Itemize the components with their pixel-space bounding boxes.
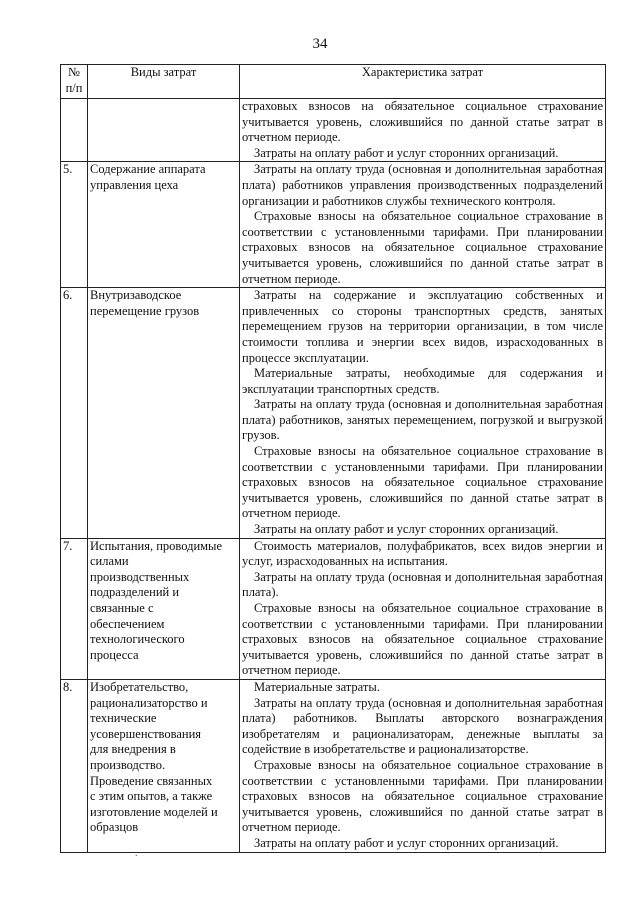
cost-type-cell	[88, 538, 240, 679]
cost-type-line: Испытания, проводимые	[90, 538, 223, 553]
cost-description-cell	[240, 162, 606, 288]
cost-type-cell	[88, 288, 240, 539]
description-paragraph: Затраты на оплату труда (основная и дополнительная заработная плата) работников. Выплаты авторского вознаграждения изобретателям и рационализаторам, денежные выплаты за содействие в изобретательстве и рационализаторстве.	[242, 695, 603, 757]
cost-type-line: связанные с	[90, 601, 154, 615]
cost-types-table	[60, 64, 606, 853]
cost-description-cell	[240, 679, 606, 852]
cost-type-line: производственных	[90, 569, 190, 584]
cost-type-line: изготовление моделей и	[90, 804, 218, 819]
description-paragraph: Страховые взносы на обязательное социальное страхование в соответствии с установленными тарифами. При планировании страховых взносов на обязательное социальное страхование учитывается уровень, сложившийся по данной статье затрат в отчетном периоде.	[242, 601, 603, 678]
description-paragraph: Страховые взносы на обязательное социальное страхование в соответствии с установленными тарифами. При планировании страховых взносов на обязательное социальное страхование учитывается уровень, сложившийся по данной статье затрат в отчетном периоде.	[242, 209, 603, 286]
cost-type-line: подразделений и	[90, 585, 180, 600]
description-paragraph: Страховые взносы на обязательное социальное страхование в соответствии с установленными тарифами. При планировании страховых взносов на обязательное социальное страхование учитывается уровень, сложившийся по данной статье затрат в отчетном периоде.	[242, 757, 603, 835]
row-number: 8.	[61, 679, 88, 852]
row-number: 6.	[61, 288, 88, 539]
description-paragraph: Затраты на содержание и эксплуатацию собственных и привлеченных со стороны транспортных средств, занятых перемещением грузов на территории организации, в том числе стоимости топлива и энергии всех видов, израсходованных в процессе эксплуатации.	[242, 288, 603, 365]
description-paragraph: Затраты на оплату работ и услуг сторонних организаций.	[254, 835, 559, 850]
description-paragraph: Затраты на оплату труда (основная и дополнительная заработная плата).	[242, 569, 603, 600]
description-paragraph: Материальные затраты, необходимые для содержания и эксплуатации транспортных средств.	[242, 366, 603, 396]
cost-type-cell	[88, 99, 240, 162]
cost-type-line: рационализаторство и	[90, 695, 208, 710]
cost-type-line: для внедрения в	[90, 742, 176, 757]
cost-description-cell	[240, 288, 606, 539]
cost-description-cell	[240, 99, 606, 162]
cost-type-line: образцов	[90, 820, 139, 835]
table-row	[61, 679, 606, 852]
description-paragraph: Затраты на оплату труда (основная и дополнительная заработная плата) работников управления производственных подразделений организации и работников службы технического контроля.	[242, 162, 603, 208]
cost-type-line: технические	[90, 711, 157, 726]
cost-type-line: управления цеха	[90, 177, 179, 192]
description-paragraph: Страховые взносы на обязательное социальное страхование в соответствии с установленными тарифами. При планировании страховых взносов на обязательное социальное страхование учитывается уровень, сложившийся по данной статье затрат в отчетном периоде.	[242, 444, 603, 521]
row-number	[61, 99, 88, 162]
description-paragraph: Материальные затраты.	[254, 679, 380, 694]
cost-type-cell	[88, 162, 240, 288]
description-paragraph: Затраты на оплату работ и услуг сторонних организаций.	[254, 522, 559, 537]
cost-type-line: технологического	[90, 632, 185, 647]
cost-type-line: производство.	[90, 757, 166, 772]
cost-type-line: процесса	[90, 647, 139, 662]
cost-type-line: обеспечением	[90, 616, 165, 631]
table-row	[61, 99, 606, 162]
cost-type-line: перемещение грузов	[90, 303, 200, 318]
bottom-mark: .	[135, 848, 138, 859]
table-header-row	[61, 65, 606, 99]
header-cost-description: Характеристика затрат	[240, 65, 606, 99]
cost-type-line: с этим опытов, а также	[90, 789, 213, 804]
table-row	[61, 162, 606, 288]
cost-type-line: усовершенствования	[90, 726, 202, 741]
cost-description-cell	[240, 538, 606, 679]
header-number: № п/п	[61, 65, 88, 99]
description-paragraph: Стоимость материалов, полуфабрикатов, всех видов энергии и услуг, израсходованных на испытания.	[242, 538, 603, 569]
cost-type-line: Внутризаводское	[90, 288, 182, 303]
page-number: 34	[312, 36, 328, 52]
header-cost-type: Виды затрат	[88, 65, 240, 99]
cost-type-line: силами	[90, 554, 129, 569]
table-row	[61, 538, 606, 679]
description-paragraph: Затраты на оплату работ и услуг сторонних организаций.	[254, 145, 559, 160]
row-number: 7.	[61, 538, 88, 679]
cost-type-line: Изобретательство,	[90, 679, 189, 694]
cost-type-cell	[88, 679, 240, 852]
description-paragraph: страховых взносов на обязательное социальное страхование учитывается уровень, сложившийся по данной статье затрат в отчетном периоде.	[242, 99, 603, 145]
row-number: 5.	[61, 162, 88, 288]
cost-type-line: Проведение связанных	[90, 773, 213, 788]
table-row	[61, 288, 606, 539]
cost-type-line: Содержание аппарата	[90, 162, 206, 177]
table-body	[61, 99, 606, 853]
description-paragraph: Затраты на оплату труда (основная и дополнительная заработная плата) работников, занятых перемещением, погрузкой и выгрузкой грузов.	[242, 397, 603, 443]
